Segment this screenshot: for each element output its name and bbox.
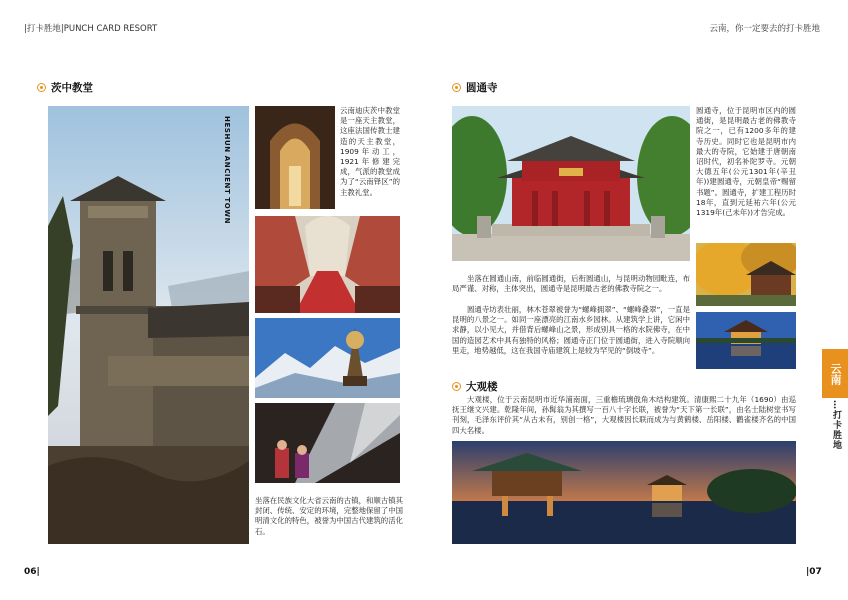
page-number-right: |07 [806, 567, 822, 577]
bullet-circle-icon [37, 83, 46, 92]
side-tab-label: 云南 [829, 362, 842, 385]
section-title-cizhong: 茨中教堂 [37, 80, 93, 95]
yuantong-temple-photo [452, 106, 690, 261]
heshun-bottom-text: 坐落在民族文化大省云南的古镇，和顺古镇其封闭、传统、安定的环境，完整地保留了中国明清文化的特色，被誉为中国古代建筑的活化石。 [255, 496, 403, 536]
yuantong-side-text: 圆通寺，位于昆明市区内的圆通街，是昆明最古老的佛教寺院之一，已有1200多年的建寺历史。同时它也是昆明市内最大的寺院，它始建于唐朝南诏时代，初名补陀罗寺。元朝大德五年(公元1301年(辛丑年))建圆通寺，元朝皇帝“赐留书题”。圆通寺，扩建工程历时18年，直到元延祐六年(公元1319年(己未年))才告完成。 [696, 106, 796, 218]
church-nave-photo [255, 216, 400, 313]
church-interior-photo [255, 106, 335, 209]
page-number-left: 06| [24, 567, 40, 577]
header-left: |打卡胜地|PUNCH CARD RESORT [24, 24, 158, 34]
section-title-yuantong: 圆通寺 [452, 80, 498, 95]
temple-interior-light-photo [255, 403, 400, 483]
daguan-tower-photo [452, 441, 796, 544]
night-pavilion-photo [696, 312, 796, 369]
side-label-heshun: HESHUN ANCIENT TOWN [223, 116, 231, 225]
side-tab-sub: …打卡胜地 [831, 400, 841, 450]
snow-mountain-stupa-photo [255, 318, 400, 398]
autumn-pavilion-photo [696, 243, 796, 306]
yuantong-para-2: 圆通寺坊表壮丽，林木苍翠被誉为“螺峰拥翠”、“螺峰叠翠”，一直是昆明的八景之一。如同一座漂亮的江南水乡园林。从建筑学上讲，它闲中求静，以小见大，并借背后螺峰山之景，形成别具一格的水院佛寺，在中国的造园艺术中具有独特的风格；圆通寺正门位于圆通街，进入寺院顺向里走，地势越低，这在我国寺庙建筑上是较为罕见的“倒坡寺”。 [452, 305, 690, 355]
header-right: 云南，你一定要去的打卡胜地 [709, 24, 820, 34]
section-title-daguan: 大观楼 [452, 379, 498, 394]
church-photo [48, 106, 249, 544]
yuantong-para-1: 坐落在圆通山南，前临圆通街，后衔圆通山，与昆明动物园毗连，布局严谨、对称，主体突出，圆通寺是昆明最古老的佛教寺院之一。 [452, 274, 690, 294]
side-tab-yunnan [822, 349, 848, 398]
bullet-circle-icon [452, 382, 461, 391]
bullet-circle-icon [452, 83, 461, 92]
daguan-para: 大观楼，位于云南昆明市近华浦南面，三重檐琉璃戗角木结构建筑。清康熙二十九年（1690）由巡抚王继文兴建。乾隆年间，孙髯翁为其撰写一百八十字长联，被誉为“天下第一长联”，由名士陆树堂书写刊刻，毛泽东评价其“从古未有，别创一格”，大观楼因长联而成为与黄鹤楼、岳阳楼、鹳雀楼齐名的中国四大名楼。 [452, 395, 796, 435]
cizhong-intro-text: 云南迪庆茨中教堂是一座天主教堂，这座法国传教士建造的天主教堂，1909年动工，1921年修建完成，气派的教堂成为了“云南铎区”的主教礼堂。 [340, 106, 400, 197]
